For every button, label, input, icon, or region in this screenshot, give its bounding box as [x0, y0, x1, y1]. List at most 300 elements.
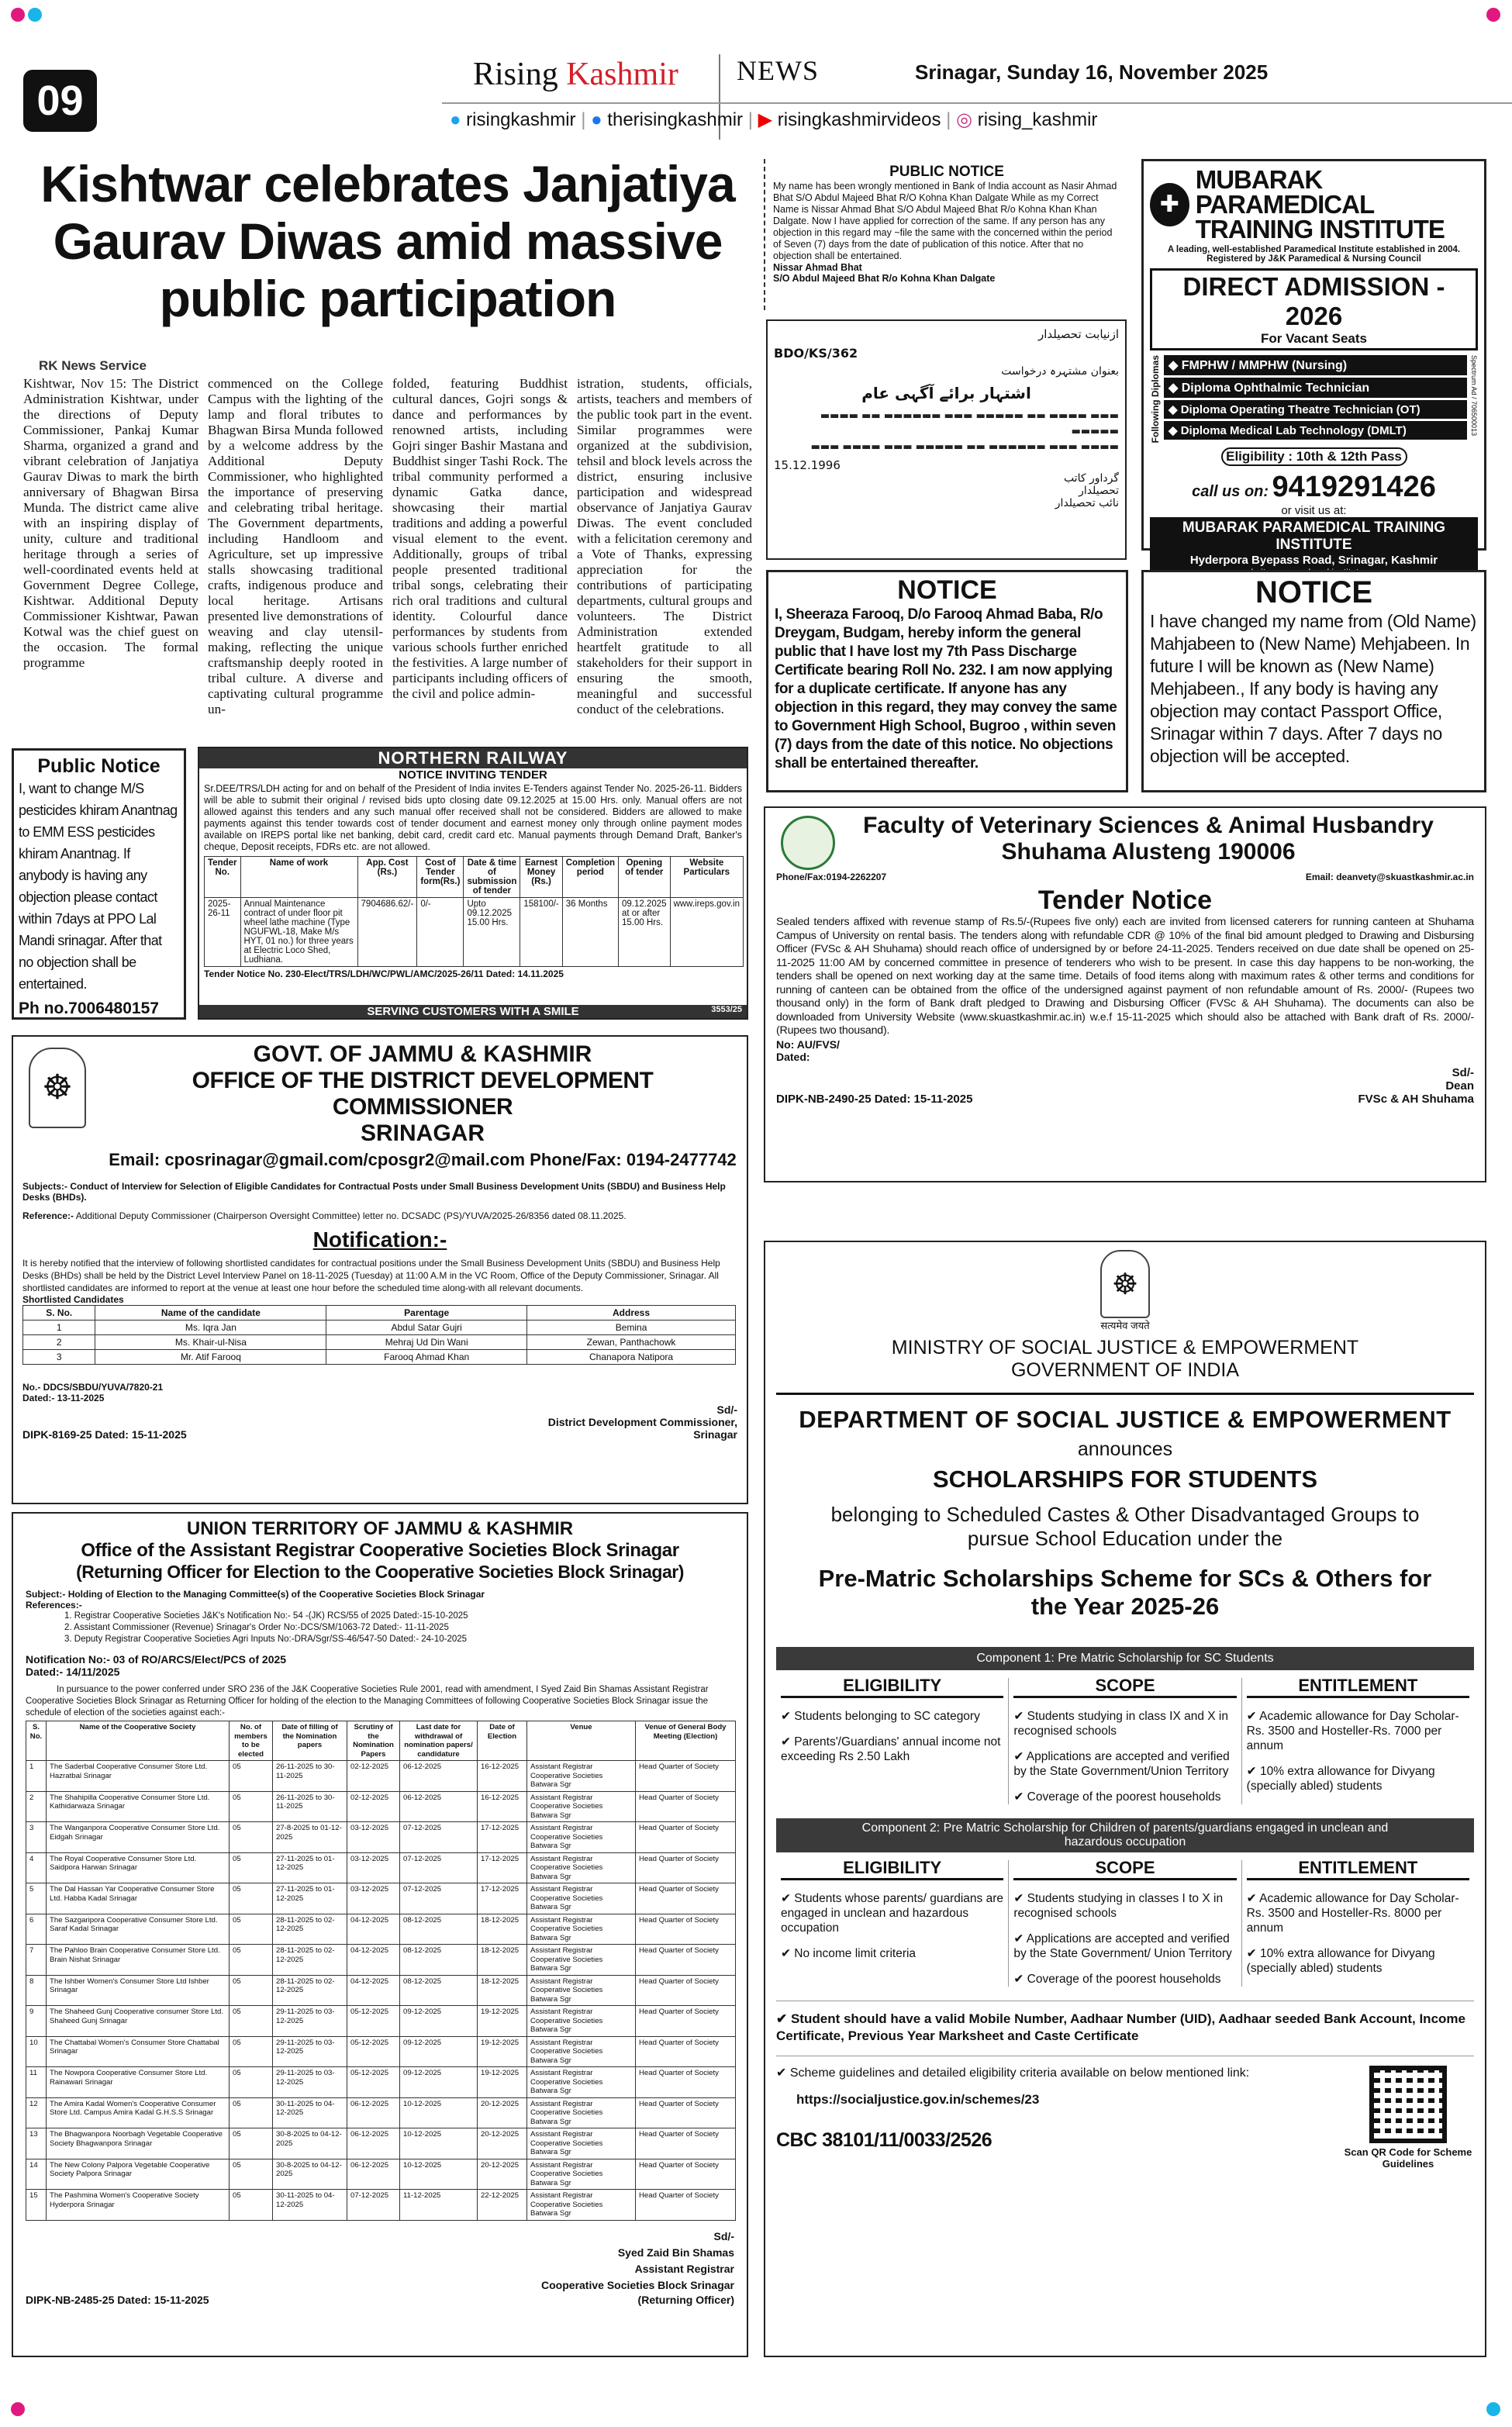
urdu-notice: ازنیابت تحصیلدار BDO/KS/362 بعنوان مشتہرہ درخواست اشتہار برائے آگہی عام ▬▬▬ ▬▬▬▬ ▬▬ ▬▬▬▬▬ ▬▬▬ ▬▬▬▬▬▬ ▬▬ ▬▬▬▬ ▬▬▬▬▬ ▬▬▬▬ ▬▬▬ ▬▬▬▬▬▬ ▬▬ ▬▬▬▬▬ ▬▬▬ ▬▬▬▬ ▬▬▬ 15.12.1996 گرداور کاتب تحصیلدار نائب تحصیلدار	[766, 319, 1127, 560]
table-cell: 3	[26, 1822, 47, 1853]
notice-title: NOTICE	[1255, 575, 1373, 609]
table-cell: 02-12-2025	[347, 1791, 400, 1822]
vet-tender	[764, 806, 1486, 1182]
notification-title: Notification:-	[312, 1227, 447, 1251]
table-cell: 05	[230, 2159, 273, 2190]
railway-code: 3553/25	[711, 1005, 742, 1014]
table-cell: Head Quarter of Society	[636, 2128, 736, 2159]
signatory-city: Srinagar	[693, 1428, 737, 1441]
table-cell: 18-12-2025	[478, 1945, 527, 1976]
dipk-code: DIPK-NB-2485-25 Dated: 15-11-2025	[26, 2293, 209, 2306]
masthead-rule	[442, 102, 1512, 104]
emblem-caption: सत्यमेव जयते	[1100, 1320, 1150, 1331]
national-emblem-icon: ☸	[1100, 1250, 1150, 1318]
urdu-line: ازنیابت تحصیلدار	[1038, 327, 1119, 341]
signature: Sd/-	[1452, 1065, 1474, 1079]
table-cell: 11-12-2025	[400, 2190, 478, 2221]
tender-title: Tender Notice	[1037, 886, 1213, 915]
table-row	[26, 2159, 736, 2190]
table-cell: 05-12-2025	[347, 2036, 400, 2067]
masthead	[23, 23, 1489, 147]
table-cell: 27-11-2025 to 01-12-2025	[273, 1852, 347, 1883]
govt-title: GOVT. OF JAMMU & KASHMIR	[253, 1041, 592, 1067]
reference-item: 3. Deputy Registrar Cooperative Societies Agri Inputs No:-DRA/Sgr/SS-46/547-50 Dated:- 24-10-2025	[64, 1635, 468, 1644]
returning-officer-title: (Returning Officer for Election to the Cooperative Societies Block Srinagar)	[76, 1562, 684, 1582]
table-cell: Head Quarter of Society	[636, 1945, 736, 1976]
list-item: ✔ Coverage of the poorest households	[1013, 1973, 1221, 1986]
office-title: OFFICE OF THE DISTRICT DEVELOPMENT COMMISSIONER	[192, 1068, 654, 1120]
table-cell: 9	[26, 2006, 47, 2037]
table-cell: 08-12-2025	[400, 1914, 478, 1945]
subject-label: Subjects:-	[22, 1181, 68, 1192]
university-logo-icon	[781, 816, 835, 870]
table-cell: 06-12-2025	[347, 2097, 400, 2128]
scholarship-headline: SCHOLARSHIPS FOR STUDENTS	[932, 1466, 1318, 1493]
coop-office: Office of the Assistant Registrar Cooperative Societies Block Srinagar	[81, 1540, 679, 1561]
table-cell: 17-12-2025	[478, 1883, 527, 1914]
table-cell: The Wanganpora Cooperative Consumer Store Ltd. Eidgah Srinagar	[47, 1822, 230, 1853]
table-cell: 09.12.2025 at or after 15.00 Hrs.	[619, 898, 671, 967]
table-cell: 18-12-2025	[478, 1914, 527, 1945]
notice-title: NOTICE	[897, 575, 997, 605]
institute-name: MUBARAK PARAMEDICAL	[1195, 165, 1375, 219]
table-cell: 08-12-2025	[400, 1945, 478, 1976]
table-cell: 29-11-2025 to 03-12-2025	[273, 2067, 347, 2098]
table-cell: Assistant Registrar Cooperative Societies Batwara Sgr	[527, 1883, 636, 1914]
registration-mark	[1486, 8, 1500, 22]
notice-body: I, Sheeraza Farooq, D/o Farooq Ahmad Baba, R/o Dreygam, Budgam, hereby inform the general public that I have lost my 7th Pass Discharge Certificate bearing Roll No. 232. I am now applying for a duplicate certificate. If anyone has any objection in this regard, they may convey the same to Government High School, Bugroo , within seven (7) days from the date of this notice. No objections shall be entertained thereafter.	[775, 606, 1117, 772]
registration-mark	[11, 8, 25, 22]
table-header: S. No.	[23, 1306, 95, 1321]
table-cell: Ms. Khair-ul-Nisa	[95, 1335, 326, 1350]
announces: announces	[1077, 1438, 1173, 1460]
table-cell: Bemina	[527, 1321, 736, 1335]
table-cell: 05-12-2025	[347, 2067, 400, 2098]
ut-title: UNION TERRITORY OF JAMMU & KASHMIR	[186, 1518, 574, 1539]
table-header: Date of Election	[478, 1721, 527, 1761]
table-cell: Assistant Registrar Cooperative Societies Batwara Sgr	[527, 2128, 636, 2159]
table-cell: The Dal Hassan Yar Cooperative Consumer Store Ltd. Habba Kadal Srinagar	[47, 1883, 230, 1914]
table-cell: 05	[230, 2190, 273, 2221]
table-cell: 05	[230, 2006, 273, 2037]
table-cell: Assistant Registrar Cooperative Societies Batwara Sgr	[527, 1852, 636, 1883]
ddc-dated: Dated:- 13-11-2025	[22, 1393, 105, 1403]
article	[23, 155, 752, 744]
course-item: ◆ Diploma Ophthalmic Technician	[1164, 378, 1467, 398]
list-item: ✔ Coverage of the poorest households	[1013, 1790, 1221, 1804]
social-facebook[interactable]: therisingkashmir	[607, 109, 744, 130]
table-cell: 30-8-2025 to 04-12-2025	[273, 2159, 347, 2190]
table-cell: 10	[26, 2036, 47, 2067]
table-cell: 11	[26, 2067, 47, 2098]
reference-item: 2. Assistant Commissioner (Revenue) Srinagar's Order No:-DCS/SM/1063-72 Dated:- 11-11-2025	[64, 1623, 449, 1632]
table-cell: The Bhagwanpora Noorbagh Vegetable Cooperative Society Bhagwanpora Srinagar	[47, 2128, 230, 2159]
scan-caption: Scan QR Code for Scheme Guidelines	[1344, 2146, 1472, 2170]
footer-name: MUBARAK PARAMEDICAL TRAINING INSTITUTE	[1182, 520, 1446, 554]
list-item: ✔ No income limit criteria	[781, 1947, 917, 1960]
public-notice-pesticides	[12, 748, 186, 1020]
table-cell: Head Quarter of Society	[636, 2190, 736, 2221]
institute-subtitle: A leading, well-established Paramedical Institute established in 2004. Registered by J&K Paramedical & Nursing Council	[1167, 245, 1461, 264]
twitter-icon: ●	[450, 109, 461, 130]
article-column: Kishtwar, Nov 15: The District Administration Kishtwar, under the directions of Deputy Commissioner, Pankaj Kumar Sharma, organized a grand and vibrant celebration of Janjatiya Gaurav Diwas to mark the birth anniversary of Bhagwan Birsa Munda. The district came alive with an inspiring display of unity, culture and traditional heritage through a series of well-coordinated events held at Government Degree College, Kishtwar. Additional Deputy Commissioner Kishtwar, Pawan Kotwal was the chief guest on the occasion. The formal programme	[23, 376, 198, 670]
reference-text: Additional Deputy Commissioner (Chairperson Oversight Committee) letter no. DCSADC (PS)/YUVA/2025-26/8356 dated 08.11.2025.	[75, 1210, 627, 1221]
table-cell: Head Quarter of Society	[636, 2159, 736, 2190]
urdu-ref: BDO/KS/362	[774, 346, 858, 361]
table-cell: 09-12-2025	[400, 2067, 478, 2098]
notice-phone[interactable]: Ph no.7006480157	[19, 999, 159, 1017]
table-header: S. No.	[26, 1721, 47, 1761]
faculty-title: Faculty of Veterinary Sciences & Animal Husbandry	[863, 813, 1434, 838]
table-cell: 17-12-2025	[478, 1822, 527, 1853]
table-cell: 07-12-2025	[400, 1822, 478, 1853]
table-header: Address	[527, 1306, 736, 1321]
table-cell: Zewan, Panthachowk	[527, 1335, 736, 1350]
table-header: Completion period	[562, 857, 618, 898]
article-headline: Kishtwar celebrates Janjatiya Gaurav Diwas amid massive public participation	[40, 155, 735, 327]
table-cell: 30-11-2025 to 04-12-2025	[273, 2190, 347, 2221]
list-item: ✔ Applications are accepted and verified by the State Government/Union Territory	[1013, 1750, 1230, 1778]
table-cell: The Nowpora Cooperative Consumer Store Ltd. Rainawari Srinagar	[47, 2067, 230, 2098]
table-cell: 06-12-2025	[400, 1761, 478, 1792]
table-cell: 20-12-2025	[478, 2159, 527, 2190]
table-cell: Head Quarter of Society	[636, 1761, 736, 1792]
table-cell: 08-12-2025	[400, 1975, 478, 2006]
table-header: Name of the Cooperative Society	[47, 1721, 230, 1761]
facebook-icon: ●	[591, 109, 602, 130]
scheme-link[interactable]: https://socialjustice.gov.in/schemes/23	[796, 2092, 1040, 2107]
table-header: Date of filling of the Nomination papers	[273, 1721, 347, 1761]
table-cell: Annual Maintenance contract of under floor pit wheel lathe machine (Type NGUFWL-18, Make M/s HYT, 01 no.) for three years at Electric Loco Shed, Ludhiana.	[240, 898, 357, 967]
table-row	[26, 2097, 736, 2128]
reference-label: Reference:-	[22, 1210, 74, 1221]
railway-tender	[198, 747, 748, 1020]
institute-name: TRAINING INSTITUTE	[1195, 215, 1445, 243]
table-header: Name of work	[240, 857, 357, 898]
notification-body: It is hereby notified that the interview of following shortlisted candidates for contractual positions under the Small Business Development Units (SBDU) and Business Help Desks (BHDs) shall be held by the District Level Interview Panel on 18-11-2025 (Tuesday) at 11:00 A.M in the VC Room, Office of the Deputy Commissioner, Srinagar. All shortlisted candidates are informed to report at the venue at least one hour before the scheduled time along-with all relevant documents.	[22, 1258, 720, 1293]
signatory: Dean	[1445, 1079, 1474, 1093]
notice-body: I, want to change M/S pesticides khiram Anantnag to EMM ESS pesticides khiram Anantnag. If anybody is having any objection please contact within 7days at PPO Lal Mandi srinagar. After that no objection shall be entertained.	[19, 781, 178, 992]
table-cell: 1	[23, 1321, 95, 1335]
table-cell: 07-12-2025	[347, 2190, 400, 2221]
table-cell: 19-12-2025	[478, 2036, 527, 2067]
table-header: Website Particulars	[670, 857, 743, 898]
ad-code: Spectrum Ad / 706500013	[1470, 355, 1478, 437]
table-cell: 7904686.62/-	[357, 898, 417, 967]
tender-dated: Dated:	[776, 1050, 810, 1063]
belonging-text: belonging to Scheduled Castes & Other Disadvantaged Groups to pursue School Education under the	[830, 1503, 1420, 1550]
notice-title: Public Notice	[37, 755, 161, 777]
brand-kashmir: Kashmir	[566, 57, 678, 92]
notice-signature: Nissar Ahmad Bhat	[773, 262, 862, 273]
col-eligibility: ELIGIBILITY	[781, 1860, 1003, 1880]
table-header: Scrutiny of the Nomination Papers	[347, 1721, 400, 1761]
table-cell: 05	[230, 1883, 273, 1914]
table-cell: 28-11-2025 to 02-12-2025	[273, 1945, 347, 1976]
table-cell: 05	[230, 1852, 273, 1883]
table-cell: 6	[26, 1914, 47, 1945]
department-title: DEPARTMENT OF SOCIAL JUSTICE & EMPOWERMENT	[799, 1406, 1452, 1433]
notification-dated: Dated:- 14/11/2025	[26, 1666, 120, 1678]
table-cell: 07-12-2025	[400, 1852, 478, 1883]
table-cell: Abdul Satar Gujri	[326, 1321, 527, 1335]
col-scope: SCOPE	[1013, 1678, 1236, 1698]
section-label: NEWS	[737, 55, 819, 86]
table-cell: 07-12-2025	[400, 1883, 478, 1914]
table-cell: The Amira Kadal Women's Cooperative Consumer Store Ltd. Campus Amira Kadal G.H.S.S Srinagar	[47, 2097, 230, 2128]
table-cell: 15	[26, 2190, 47, 2221]
table-header: Opening of tender	[619, 857, 671, 898]
table-row	[23, 1335, 736, 1350]
list-item: ✔ Parents'/Guardians' annual income not exceeding Rs 2.50 Lakh	[781, 1735, 1001, 1763]
table-row	[26, 1852, 736, 1883]
notice-mehjabeen	[1141, 570, 1486, 792]
table-cell: 8	[26, 1975, 47, 2006]
designation: Assistant Registrar	[634, 2262, 734, 2275]
dipk-code: DIPK-8169-25 Dated: 15-11-2025	[22, 1428, 187, 1441]
table-cell: 0/-	[417, 898, 464, 967]
page-number: 09	[23, 70, 97, 132]
table-cell: 13	[26, 2128, 47, 2159]
signature: Sd/-	[713, 2229, 734, 2242]
table-cell: 10-12-2025	[400, 2159, 478, 2190]
dipk-code: DIPK-NB-2490-25 Dated: 15-11-2025	[776, 1092, 973, 1106]
scholarship-ad	[764, 1241, 1486, 2357]
table-row	[26, 1761, 736, 1792]
table-cell: The Pashmina Women's Cooperative Society Hyderpora Srinagar	[47, 2190, 230, 2221]
table-header: Name of the candidate	[95, 1306, 326, 1321]
notification-no: Notification No:- 03 of RO/ARCS/Elect/PCS of 2025	[26, 1653, 287, 1666]
table-row	[26, 2128, 736, 2159]
table-cell: 05	[230, 2067, 273, 2098]
table-cell: Assistant Registrar Cooperative Societies Batwara Sgr	[527, 1975, 636, 2006]
table-cell: 1	[26, 1761, 47, 1792]
urdu-line: نائب تحصیلدار	[1055, 497, 1119, 509]
ministry-title: MINISTRY OF SOCIAL JUSTICE & EMPOWERMENT	[891, 1337, 1359, 1358]
notice-body: My name has been wrongly mentioned in Bank of India account as Nasir Ahmad Bhat S/O Abdul Majeed Bhat R/O Kohna Khan Dalgate While as my Correct Name is Nissar Ahmad Bhat S/O Abdul Majeed Bhat R/o Kohna Khan Khan Dalgate. Now I have applied for correction of the same. If any person has any objection in this regard may ~file the same with the concerned within the period of Seven (7) days from the date of publication of this notice. After that no objection shall be entertained.	[773, 181, 1117, 261]
table-cell: Head Quarter of Society	[636, 2036, 736, 2067]
table-cell: 20-12-2025	[478, 2097, 527, 2128]
table-cell: Head Quarter of Society	[636, 2006, 736, 2037]
table-cell: The Royal Cooperative Consumer Store Ltd. Saidpora Harwan Srinagar	[47, 1852, 230, 1883]
table-cell: 14	[26, 2159, 47, 2190]
qr-code-icon[interactable]	[1369, 2066, 1447, 2143]
table-cell: 19-12-2025	[478, 2006, 527, 2037]
table-row	[26, 1822, 736, 1853]
reference-item: 1. Registrar Cooperative Societies J&K's Notification No:- 54 -(JK) RCS/55 of 2025 Dated:-15-10-2025	[64, 1611, 468, 1621]
table-cell: 04-12-2025	[347, 1975, 400, 2006]
table-cell: 5	[26, 1883, 47, 1914]
urdu-title: اشتہار برائے آگہی عام	[861, 384, 1031, 402]
admission-title: DIRECT ADMISSION - 2026	[1182, 272, 1445, 330]
table-cell: 04-12-2025	[347, 1914, 400, 1945]
table-header: Last date for withdrawal of nomination papers/ candidature	[400, 1721, 478, 1761]
signatory: District Development Commissioner,	[547, 1416, 737, 1428]
faculty-email[interactable]: Email: deanvety@skuastkashmir.ac.in	[1305, 872, 1474, 882]
candidates-table	[22, 1305, 736, 1365]
faculty-subtitle: Shuhama Alusteng 190006	[1001, 839, 1296, 865]
notice-address: S/O Abdul Majeed Bhat R/o Kohna Khan Dalgate	[773, 273, 996, 284]
faculty-phone: Phone/Fax:0194-2262207	[776, 872, 887, 882]
table-row	[26, 1791, 736, 1822]
registration-mark	[1486, 2402, 1500, 2416]
table-cell: 36 Months	[562, 898, 618, 967]
table-cell: Assistant Registrar Cooperative Societies Batwara Sgr	[527, 1822, 636, 1853]
table-cell: 02-12-2025	[347, 1761, 400, 1792]
ddc-notification	[12, 1035, 748, 1504]
mubarak-ad	[1141, 159, 1486, 568]
shortlist-label: Shortlisted Candidates	[22, 1294, 124, 1305]
list-item: ✔ Students whose parents/ guardians are engaged in unclean and hazardous occupation	[781, 1892, 1003, 1935]
table-cell: 05	[230, 1945, 273, 1976]
table-cell: 05	[230, 1761, 273, 1792]
list-item: ✔ Academic allowance for Day Scholar-Rs. 3500 and Hosteller-Rs. 7000 per annum	[1246, 1710, 1459, 1752]
table-cell: Mr. Atif Farooq	[95, 1350, 326, 1365]
phone-number[interactable]: 9419291426	[1272, 471, 1436, 504]
visit-label: or visit us at:	[1281, 504, 1347, 518]
table-cell: Assistant Registrar Cooperative Societies Batwara Sgr	[527, 2006, 636, 2037]
list-item: ✔ Academic allowance for Day Scholar-Rs. 3500 and Hosteller-Rs. 8000 per annum	[1246, 1892, 1459, 1935]
table-cell: 16-12-2025	[478, 1791, 527, 1822]
table-cell: The Pahloo Brain Cooperative Consumer Store Ltd. Brain Nishat Srinagar	[47, 1945, 230, 1976]
table-cell: The Ishber Women's Consumer Store Ltd Ishber Srinagar	[47, 1975, 230, 2006]
table-cell: 29-11-2025 to 03-12-2025	[273, 2006, 347, 2037]
returning-officer: (Returning Officer)	[637, 2293, 734, 2306]
references-label: References:-	[26, 1600, 82, 1611]
table-cell: Ms. Iqra Jan	[95, 1321, 326, 1335]
list-item: ✔ 10% extra allowance for Divyang (specially abled) students	[1246, 1947, 1435, 1975]
table-cell: 10-12-2025	[400, 2128, 478, 2159]
table-cell: 05	[230, 1791, 273, 1822]
table-cell: Assistant Registrar Cooperative Societies Batwara Sgr	[527, 2159, 636, 2190]
table-cell: Head Quarter of Society	[636, 1914, 736, 1945]
table-cell: 22-12-2025	[478, 2190, 527, 2221]
tender-notice-no: Tender Notice No. 230-Elect/TRS/LDH/WC/PWL/AMC/2025-26/11 Dated: 14.11.2025	[204, 968, 564, 979]
registration-mark	[11, 2402, 25, 2416]
table-row	[26, 2036, 736, 2067]
diplomas-label: Following Diplomas	[1150, 355, 1161, 444]
col-entitlement: ENTITLEMENT	[1247, 1860, 1469, 1880]
youtube-icon: ▶	[758, 109, 773, 130]
table-cell: Upto 09.12.2025 15.00 Hrs.	[464, 898, 520, 967]
office-contact[interactable]: Email: cposrinagar@gmail.com/cposgr2@mail.com Phone/Fax: 0194-2477742	[109, 1150, 737, 1169]
table-cell: 03-12-2025	[347, 1852, 400, 1883]
table-cell: The New Colony Palpora Vegetable Cooperative Society Palpora Srinagar	[47, 2159, 230, 2190]
table-cell: 06-12-2025	[347, 2159, 400, 2190]
table-header: Tender No.	[205, 857, 241, 898]
table-header: Earnest Money (Rs.)	[520, 857, 562, 898]
table-cell: Assistant Registrar Cooperative Societies Batwara Sgr	[527, 2067, 636, 2098]
table-cell: The Chattabal Women's Consumer Store Chattabal Srinagar	[47, 2036, 230, 2067]
railway-body: Sr.DEE/TRS/LDH acting for and on behalf of the President of India invites E-Tenders against Tender No. 2025-26-11. Bidders will be able to submit their original / revised bids upto closing date 09.12.2025 at 15.00 Hrs. only. Manual offers are not allowed against this tenders and any such manual offer received shall not be considered. Bidders are allowed to make payments against this tender towards cost of tender document and earnest money only through online payment modes available on IREPS portal like net banking, debit card, credit card etc. Manual payments through Demand Draft, Banker's cheque, Deposit receipts, FDRs etc. are not allowed.	[204, 783, 742, 852]
table-cell: Head Quarter of Society	[636, 1852, 736, 1883]
brand-rising: Rising	[473, 57, 558, 92]
urdu-line: تحصیلدار	[1079, 485, 1119, 497]
signatory: Syed Zaid Bin Shamas	[617, 2246, 734, 2259]
table-cell: 29-11-2025 to 03-12-2025	[273, 2036, 347, 2067]
table-cell: 03-12-2025	[347, 1822, 400, 1853]
table-cell: The Saderbal Cooperative Consumer Store Ltd. Hazratbal Srinagar	[47, 1761, 230, 1792]
article-column: commenced on the College Campus with the lighting of the lamp and floral tributes to Bhagwan Birsa Munda followed by a welcome address by the Additional Deputy Commissioner, who highlighted the importance of preserving and celebrating tribal heritage. The Government departments, including Handloom and Agriculture, set up impressive stalls showcasing traditional crafts, indigenous produce and local heritage. Artisans presented live demonstrations of weaving and clay utensil-making, reflecting the unique craftsmanship deeply rooted in tribal culture. A diverse and captivating cultural programme un-	[208, 376, 383, 716]
office-city: SRINAGAR	[360, 1120, 485, 1146]
notice-sheeraza	[766, 570, 1128, 792]
coop-election-notice	[12, 1512, 748, 2357]
table-row	[26, 2006, 736, 2037]
subject-text: Conduct of Interview for Selection of Eligible Candidates for Contractual Posts under Small Business Development Units (SBDU) and Business Help Desks (BHDs).	[22, 1181, 726, 1203]
tender-body: Sealed tenders affixed with revenue stamp of Rs.5/-(Rupees five only) each are invited from licensed caterers for running canteen at Shuhama Campus of University on rental basis. The tenders along with refundable CDR @ 10% of the final bid amount pledged to Drawing and Disbursing Officer (FVSc & AH Shuhama) should reach office of undersigned by or before 24-11-2025. Tenders received on due date shall be opened on 25-11-2025 11:00 AM by concerned committee in presence of tenderers who wish to be present. In case this day happens to be non-working, the tenders shall be opened on next working day at the same time. Details of food items along with maximum rates & other terms and conditions for running of canteen can be obtained from the office of the undersigned against payment of non refundable amount of Rs. 2000/- (Rupees two thousand only) in the form of Bank draft pledged to Drawing and Disbursing Officer (FVSc & AH Shuhama). The documents can also be downloaded from University Website (www.skuastkashmir.ac.in) w.e.f 15-11-2025 which should also be attached with Bank draft of Rs. 2000/- (Rupees two thousand).	[776, 916, 1474, 1037]
table-header: No. of members to be elected	[230, 1721, 273, 1761]
table-header: Date & time of submission of tender	[464, 857, 520, 898]
table-cell: 05	[230, 1975, 273, 2006]
eligibility: Eligibility : 10th & 12th Pass	[1221, 447, 1407, 466]
table-cell: 27-11-2025 to 01-12-2025	[273, 1883, 347, 1914]
table-cell: 12	[26, 2097, 47, 2128]
table-cell: Head Quarter of Society	[636, 2067, 736, 2098]
course-item: ◆ FMPHW / MMPHW (Nursing)	[1164, 355, 1467, 375]
table-row	[26, 1945, 736, 1976]
table-row	[23, 1321, 736, 1335]
subject-text: Holding of Election to the Managing Committee(s) of the Cooperative Societies Block Srinagar	[67, 1589, 485, 1600]
table-cell: 17-12-2025	[478, 1852, 527, 1883]
table-cell: 06-12-2025	[347, 2128, 400, 2159]
table-cell: Assistant Registrar Cooperative Societies Batwara Sgr	[527, 2097, 636, 2128]
public-notice-nasir	[764, 159, 1128, 310]
urdu-line: بعنوان مشتہرہ درخواست	[1001, 365, 1119, 378]
table-row	[26, 1914, 736, 1945]
registration-mark	[28, 8, 42, 22]
call-label: call us on:	[1192, 483, 1269, 501]
table-cell: 05	[230, 2128, 273, 2159]
table-cell: Mehraj Ud Din Wani	[326, 1335, 527, 1350]
table-cell: Assistant Registrar Cooperative Societies Batwara Sgr	[527, 1791, 636, 1822]
table-cell: 19-12-2025	[478, 2067, 527, 2098]
table-cell: 05	[230, 1914, 273, 1945]
table-cell: 03-12-2025	[347, 1883, 400, 1914]
railway-footer: SERVING CUSTOMERS WITH A SMILE	[367, 1005, 579, 1018]
table-cell: The Shaheed Gunj Cooperative consumer Store Ltd. Shaheed Gunj Srinagar	[47, 2006, 230, 2037]
table-row	[205, 898, 744, 967]
list-item: ✔ Students studying in class IX and X in recognised schools	[1013, 1710, 1228, 1738]
cbc-code: CBC 38101/11/0033/2526	[776, 2129, 992, 2151]
list-item: ✔ 10% extra allowance for Divyang (specially abled) students	[1246, 1765, 1435, 1793]
ireps-link[interactable]: www.ireps.gov.in	[670, 898, 743, 967]
social-youtube[interactable]: risingkashmirvideos	[777, 109, 941, 130]
byline: RK News Service	[39, 358, 147, 373]
table-cell: 2	[26, 1791, 47, 1822]
course-item: ◆ Diploma Operating Theatre Technician (OT)	[1164, 400, 1467, 419]
table-cell: 30-8-2025 to 04-12-2025	[273, 2128, 347, 2159]
table-cell: 30-11-2025 to 04-12-2025	[273, 2097, 347, 2128]
subject-label: Subject:-	[26, 1589, 66, 1600]
social-twitter[interactable]: risingkashmir	[466, 109, 576, 130]
table-cell: 2025-26-11	[205, 898, 241, 967]
govt-title: GOVERNMENT OF INDIA	[1010, 1359, 1239, 1381]
article-column: folded, featuring Buddhist cultural dances, Gojri songs & dance and performances by renowned artists, including Gojri singer Bashir Mastana and Buddhist singer Tashi Rock. The tribal community performed a dynamic Gatka dance, showcasing their martial traditions and adding a powerful visual element to the event. Additionally, groups of tribal people presented traditional tribal songs, celebrating their rich oral traditions and cultural identity. Colourful dance performances by students from various schools further enriched the festivities. A large number of participants including officers of the civil and police admin-	[392, 376, 568, 701]
table-cell: The Sazgaripora Cooperative Consumer Store Ltd. Saraf Kadal Srinagar	[47, 1914, 230, 1945]
table-cell: 06-12-2025	[400, 1791, 478, 1822]
course-item: ◆ Diploma Medical Lab Technology (DMLT)	[1164, 421, 1467, 440]
societies-table	[26, 1721, 736, 2221]
table-cell: Assistant Registrar Cooperative Societies Batwara Sgr	[527, 1914, 636, 1945]
table-cell: 10-12-2025	[400, 2097, 478, 2128]
office-line: Cooperative Societies Block Srinagar	[541, 2278, 734, 2291]
social-instagram[interactable]: rising_kashmir	[977, 109, 1098, 130]
table-header: Venue of General Body Meeting (Election)	[636, 1721, 736, 1761]
table-row	[26, 1975, 736, 2006]
coop-body: In pursuance to the power conferred under SRO 236 of the J&K Cooperative Societies Rule 2001, read with amendment, I Syed Zaid Bin Shamas Assistant Registrar Cooperative Societies Block Srinagar as Returning Officer for holding of the election to the Managing Committees of following Cooperative Societies Block Srinagar issue the schedule of election of the societies against each:-	[26, 1685, 709, 1718]
table-cell: Head Quarter of Society	[636, 1975, 736, 2006]
table-cell: 05	[230, 2036, 273, 2067]
